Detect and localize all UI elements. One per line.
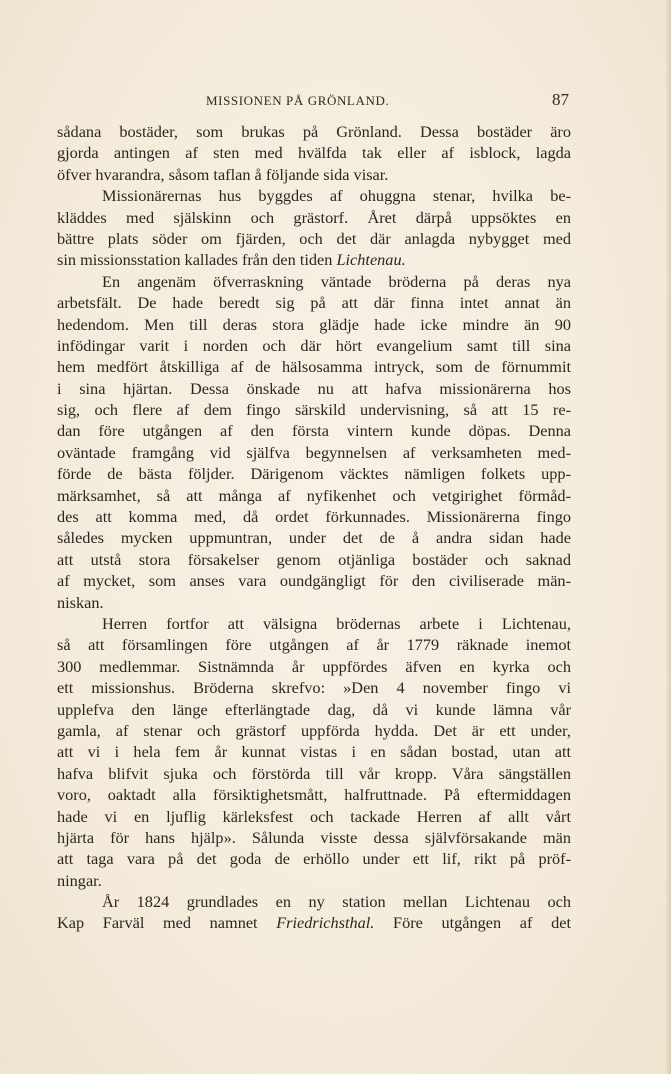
text-line-content: År 1824 grundlades en ny station mellan Lichtenau och xyxy=(102,892,571,912)
text-line xyxy=(57,912,571,933)
page-number: 87 xyxy=(552,90,569,109)
text-line-content: infödingar varit i norden och där hört evangelium samt till sina xyxy=(57,335,571,355)
text-line xyxy=(57,271,571,292)
text-line xyxy=(57,720,571,741)
text-line-content: oväntade framgång vid själfva begynnelsen af verksamheten med- xyxy=(57,442,571,462)
text-line-content: att taga vara på det goda de erhöllo under ett lif, rikt på pröf- xyxy=(57,849,571,869)
text-line-content: gjorda antingen af sten med hvälfda tak eller af isblock, lagda xyxy=(57,143,571,163)
text-line xyxy=(57,806,571,827)
text-line-content: kläddes med själskinn och grästorf. Året därpå uppsöktes en xyxy=(57,207,571,227)
text-line-content: sådana bostäder, som brukas på Grönland. Dessa bostäder äro xyxy=(57,122,571,141)
text-line xyxy=(57,378,571,399)
text-line xyxy=(57,677,571,698)
text-line xyxy=(57,592,571,613)
text-line xyxy=(57,207,571,228)
text-line-content: voro, oaktadt alla försiktighetsmått, halfruttnade. På eftermiddagen xyxy=(57,785,571,805)
text-line xyxy=(57,891,571,912)
text-line-content: förde de bästa följder. Därigenom väcktes nämligen folkets upp- xyxy=(57,464,571,484)
text-line xyxy=(57,442,571,463)
text-line xyxy=(57,292,571,313)
italic-place-name: Friedrichsthal. xyxy=(276,913,375,933)
text-line xyxy=(57,741,571,762)
text-line xyxy=(57,142,571,163)
page-header xyxy=(0,90,671,114)
text-line xyxy=(57,827,571,848)
text-line xyxy=(57,570,571,591)
text-line-content: sin missionsstation kallades från den tiden xyxy=(57,250,333,270)
text-line-content: gamla, af stenar och grästorf uppförda hydda. Det är ett under, xyxy=(57,720,571,740)
text-line-content: att vi i hela fem år kunnat vistas i en sådan bostad, utan att xyxy=(57,742,571,762)
text-line xyxy=(57,656,571,677)
text-line-content: upplefva den länge efterlängtade dag, då vi kunde lämna vår xyxy=(57,699,571,719)
text-line-content: att utstå stora försakelser genom otjänliga bostäder och saknad xyxy=(57,549,571,569)
text-line xyxy=(57,356,571,377)
text-line xyxy=(57,485,571,506)
text-line xyxy=(57,699,571,720)
text-line xyxy=(57,506,571,527)
text-line-content: 300 medlemmar. Sistnämnda år uppfördes äfven en kyrka och xyxy=(57,656,571,676)
text-line xyxy=(57,463,571,484)
text-line-content: Kap Farväl med namnet xyxy=(57,913,258,933)
text-line xyxy=(57,784,571,805)
text-line-content: ningar. xyxy=(57,870,102,890)
text-line xyxy=(57,527,571,548)
text-line xyxy=(57,185,571,206)
text-line-content: öfver hvarandra, såsom taflan å följande sida visar. xyxy=(57,164,389,184)
text-line xyxy=(57,613,571,634)
text-line xyxy=(57,634,571,655)
text-line-content: des att komma med, då ordet förkunnades. Missionärerna fingo xyxy=(57,507,571,527)
text-line xyxy=(57,228,571,249)
text-line xyxy=(57,121,571,142)
text-line xyxy=(57,420,571,441)
text-line xyxy=(57,399,571,420)
text-line-continuation: Före utgången af det xyxy=(393,913,571,933)
text-line-content: niskan. xyxy=(57,592,104,612)
text-line xyxy=(57,763,571,784)
text-line-content: Herren fortfor att välsigna brödernas arbete i Lichtenau, xyxy=(102,613,571,633)
text-line xyxy=(57,314,571,335)
text-line-content: hem medfört åtskilliga af de hälsosamma intryck, som de förnummit xyxy=(57,357,571,377)
text-line-content: ett missionshus. Bröderna skrefvo: »Den 4 november fingo vi xyxy=(57,678,571,698)
text-line-content: hafva blifvit sjuka och förstörda till vår kropp. Våra sängställen xyxy=(57,763,571,783)
text-line xyxy=(57,335,571,356)
text-line-content: bättre plats söder om fjärden, och det där anlagda nybygget med xyxy=(57,228,571,248)
text-line-content: så att församlingen före utgången af år 1779 räknade inemot xyxy=(57,635,571,655)
text-line-content: Missionärernas hus byggdes af ohuggna stenar, hvilka be- xyxy=(102,186,571,206)
text-line-content: således mycken uppmuntran, under det de å andra sidan hade xyxy=(57,528,571,548)
text-line-content: En angenäm öfverraskning väntade bröderna på deras nya xyxy=(102,271,571,291)
text-line xyxy=(57,870,571,891)
page-edge-shadow xyxy=(665,0,671,1074)
text-line xyxy=(57,164,571,185)
text-line xyxy=(57,848,571,869)
text-line-content: märksamhet, så att många af nyfikenhet och vetgirighet förmåd- xyxy=(57,485,571,505)
body-text xyxy=(57,121,571,934)
text-line-content: hade vi en ljuflig kärleksfest och tackade Herren af allt vårt xyxy=(57,806,571,826)
text-line xyxy=(57,549,571,570)
text-line-content: i sina hjärtan. Dessa önskade nu att hafva missionärerna hos xyxy=(57,378,571,398)
italic-place-name: Lichtenau. xyxy=(336,250,406,270)
text-line-content: dan före utgången af den första vintern kunde döpas. Denna xyxy=(57,421,571,441)
text-line-content: af mycket, som anses vara oundgängligt för den civiliserade män- xyxy=(57,571,571,591)
text-line xyxy=(57,249,571,270)
running-title: MISSIONEN PÅ GRÖNLAND. xyxy=(206,93,390,108)
text-line-content: sig, och flere af dem fingo särskild undervisning, så att 15 re- xyxy=(57,400,571,420)
text-line-content: arbetsfält. De hade beredt sig på att där finna intet annat än xyxy=(57,293,571,313)
text-line-content: hedendom. Men till deras stora glädje hade icke mindre än 90 xyxy=(57,314,571,334)
text-line-content: hjärta för hans hjälp». Sålunda visste dessa självförsakande män xyxy=(57,827,571,847)
